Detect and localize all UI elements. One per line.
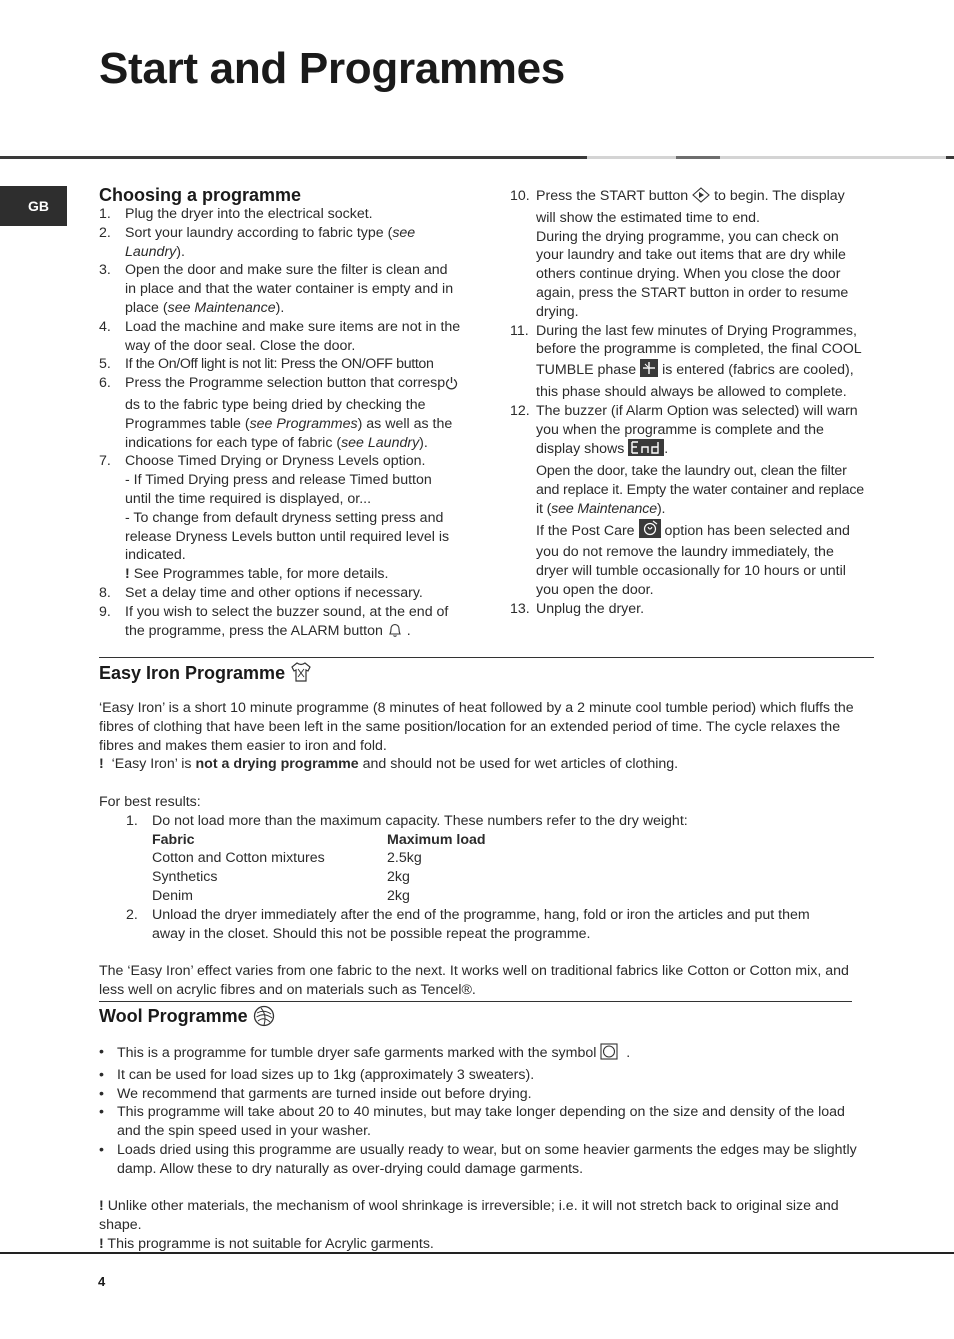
alarm-bell-icon: [387, 622, 403, 644]
step-text: If you wish to select the buzzer sound, at the end of the programme, press the ALARM button: [125, 603, 449, 639]
bullet-text: .: [626, 1045, 631, 1061]
easy-iron-heading-text: Easy Iron Programme: [99, 663, 286, 683]
wool-warning-shrinkage: [99, 1197, 859, 1235]
step-text: option has been selected and you do not remove the laundry immediately, the dryer will tumble occasionally for 10 hours or until you open the door.: [536, 522, 850, 598]
wool-body: [99, 1043, 859, 1254]
step-number: 4.: [99, 318, 111, 335]
step-number: 8.: [99, 584, 111, 601]
list-item: [99, 224, 461, 262]
list-item: [99, 1066, 859, 1085]
choosing-left-column: [99, 185, 461, 643]
list-item: [99, 1085, 859, 1104]
fabric-cell: Cotton and Cotton mixtures: [152, 850, 325, 867]
step-number: 2.: [99, 224, 111, 241]
see-laundry-reference: see Laundry: [125, 224, 416, 260]
start-diamond-icon: [692, 187, 710, 209]
see-laundry-reference: see Laundry: [341, 434, 420, 451]
choosing-heading: Choosing a programme: [99, 185, 302, 205]
load-table: [152, 831, 486, 906]
easy-iron-warning: [99, 755, 874, 774]
step-number: 3.: [99, 262, 111, 279]
end-display-icon: [628, 439, 664, 462]
step-text: Open the door and make sure the filter is clean and in place and that the water container is empty and in place (: [125, 262, 454, 316]
step-text: See Programmes table, for more details.: [133, 566, 389, 583]
step-number: 10.: [510, 188, 530, 204]
warning-text: This programme is not suitable for Acrylic garments.: [107, 1235, 434, 1252]
step-number: 2.: [126, 906, 138, 923]
column-header-load: Maximum load: [387, 831, 486, 848]
choosing-steps-list-continued: [510, 187, 866, 619]
table-row: [152, 868, 486, 887]
step-text: .: [406, 622, 411, 639]
table-row: [152, 849, 486, 868]
list-item: [99, 812, 874, 906]
bullet-text: We recommend that garments are turned inside out before drying.: [117, 1085, 532, 1102]
warning-text: and should not be used for wet articles of clothing.: [362, 756, 679, 773]
list-item: [99, 603, 461, 644]
easy-iron-effect-note: The ‘Easy Iron’ effect varies from one fabric to the next. It works well on traditional fabrics like Cotton or Cotton mix, and less well on acrylic fibres and on materials such as Tencel®.: [99, 963, 849, 998]
step-text: Set a delay time and other options if necessary.: [125, 584, 423, 601]
list-item: [99, 261, 461, 317]
page-number: 4: [98, 1274, 106, 1289]
step-text: The buzzer (if Alarm Option was selected) will warn you when the programme is complete and the display shows: [536, 402, 858, 458]
step-text: Open the door, take the laundry out, clean the filter and replace it. Empty the water container and replace it (: [536, 463, 865, 517]
list-item: [99, 1103, 859, 1141]
load-cell: 2.5kg: [387, 850, 422, 867]
load-cell: 2kg: [387, 869, 410, 886]
column-header-fabric: Fabric: [152, 831, 195, 848]
step-text: ) as well as the indications for each type of fabric (: [125, 415, 453, 451]
step-text: ds to the fabric type being dried by checking the Programmes table (: [125, 396, 426, 432]
see-maintenance-reference: see Maintenance: [167, 299, 276, 316]
easy-iron-shirt-icon: [290, 661, 312, 688]
footer-rule: [0, 1252, 954, 1254]
post-care-icon: [639, 519, 661, 544]
step-text: During the last few minutes of Drying Programmes, before the programme is completed, the final COOL TUMBLE phase: [536, 322, 862, 379]
step-text: - If Timed Drying press and release Timed button until the time required is displayed, or...: [125, 472, 432, 507]
step-number: 1.: [99, 206, 111, 222]
warning-text: Unlike other materials, the mechanism of wool shrinkage is irreversible; i.e. it will not stretch back to original size and shape.: [99, 1198, 839, 1234]
step-text: .: [664, 441, 669, 458]
step-text: Choose Timed Drying or Dryness Levels option.: [125, 453, 426, 470]
step-number: 6.: [99, 375, 111, 392]
cool-tumble-icon: [640, 359, 658, 383]
see-programmes-reference: see Programmes: [249, 415, 358, 432]
step-number: 11.: [510, 322, 529, 339]
step-text: During the drying programme, you can check on your laundry and take out items that are dry while others continue drying. When you close the door again, press the START button in order to resume drying.: [536, 228, 849, 320]
see-maintenance-reference: see Maintenance: [551, 500, 657, 517]
warning-mark: !: [99, 756, 104, 773]
easy-iron-heading: [99, 661, 874, 688]
bullet-text: This programme will take about 20 to 40 minutes, but may take longer depending on the size and density of the load and the spin speed used in your washer.: [117, 1104, 845, 1140]
list-item: [99, 205, 461, 224]
step-number: 12.: [510, 402, 530, 419]
table-header-row: [152, 831, 486, 850]
load-cell: 2kg: [387, 887, 410, 904]
step-text: is entered (fabrics are cooled), this phase should always be allowed to complete.: [536, 362, 854, 400]
step-text: Do not load more than the maximum capacity. These numbers refer to the dry weight:: [152, 812, 688, 829]
step-text: If the On/Off light is not lit: Press the ON/OFF button: [125, 356, 434, 373]
step-text: Sort your laundry according to fabric type (: [125, 224, 393, 241]
step-text: Press the START button: [536, 188, 689, 204]
list-item: [99, 452, 461, 584]
step-number: 5.: [99, 356, 111, 373]
step-number: 13.: [510, 600, 530, 617]
step-text: Unload the dryer immediately after the end of the programme, hang, fold or iron the articles and put them away in the closet. Should this not be possible repeat the programme.: [152, 906, 810, 942]
header-rule-light: [720, 156, 946, 159]
step-text: ).: [275, 299, 285, 316]
list-item: [99, 318, 461, 356]
section-divider: [99, 1001, 852, 1002]
list-item: [510, 402, 866, 600]
best-results-label: For best results:: [99, 793, 201, 810]
warning-text: ‘Easy Iron’ is: [111, 756, 192, 773]
step-number: 7.: [99, 453, 111, 470]
step-number: 9.: [99, 603, 111, 620]
tumble-dry-symbol-icon: [600, 1043, 618, 1066]
header-rule-dark: [0, 156, 587, 159]
wool-heading-text: Wool Programme: [99, 1006, 248, 1026]
step-number: 1.: [126, 812, 138, 829]
section-divider: [99, 657, 874, 658]
easy-iron-body: [99, 699, 874, 1000]
fabric-cell: Synthetics: [152, 869, 218, 886]
step-text: Press the Programme selection button that corresp: [125, 375, 446, 392]
list-item: [510, 187, 866, 322]
step-text: ).: [419, 434, 428, 451]
list-item: [510, 600, 866, 619]
list-item: [99, 584, 461, 603]
bullet-text: Loads dried using this programme are usually ready to wear, but on some heavier garments the edges may be slightly damp. Allow these to dry naturally as over-drying could damage garments.: [117, 1141, 857, 1177]
header-rule-end: [946, 156, 954, 159]
easy-iron-description: ‘Easy Iron’ is a short 10 minute programme (8 minutes of heat followed by a 2 minute cool tumble period) which fluffs the fibres of clothing that have been left in the same position/location for an extended period of time. The cycle relaxes the fibres and makes them easier to iron and fold.: [99, 700, 854, 754]
warning-mark: !: [99, 1235, 104, 1252]
warning-emphasis: not a drying programme: [195, 756, 359, 773]
list-item: [99, 906, 874, 944]
wool-bullet-list: [99, 1043, 859, 1179]
page-title: Start and Programmes: [99, 44, 565, 93]
list-item: [99, 1043, 859, 1066]
wool-section: [99, 1005, 859, 1032]
language-badge: GB: [0, 186, 67, 226]
step-text: Plug the dryer into the electrical socket.: [125, 206, 373, 222]
warning-mark: !: [99, 1198, 104, 1215]
fabric-cell: Denim: [152, 887, 193, 904]
step-text: Load the machine and make sure items are not in the way of the door seal. Close the door.: [125, 318, 461, 354]
wool-heading: [99, 1005, 859, 1032]
step-text: - To change from default dryness setting press and release Dryness Levels button until required level is indicated.: [125, 509, 450, 564]
step-text: If the Post Care: [536, 522, 635, 539]
choosing-steps-list: [99, 205, 461, 643]
best-results-list: [99, 812, 874, 944]
on-off-icon: [445, 376, 458, 396]
step-text: ).: [656, 500, 666, 517]
choosing-right-column: [510, 187, 866, 619]
header-rule-mid: [676, 156, 720, 159]
list-item: [510, 322, 866, 402]
wool-warning-acrylic: [99, 1235, 859, 1254]
table-row: [152, 887, 486, 906]
step-text: Unplug the dryer.: [536, 600, 645, 617]
easy-iron-section: [99, 661, 874, 688]
list-item: [99, 355, 461, 374]
step-text: ).: [176, 243, 185, 260]
bullet-text: This is a programme for tumble dryer safe garments marked with the symbol: [117, 1045, 597, 1061]
bullet-text: It can be used for load sizes up to 1kg (approximately 3 sweaters).: [117, 1066, 535, 1083]
list-item: [99, 1141, 859, 1179]
header-rule-light: [587, 156, 676, 159]
wool-ball-icon: [253, 1005, 275, 1032]
list-item: [99, 374, 461, 452]
step-text: to begin. The display will show the estimated time to end.: [536, 188, 845, 226]
warning-mark: !: [125, 566, 130, 583]
